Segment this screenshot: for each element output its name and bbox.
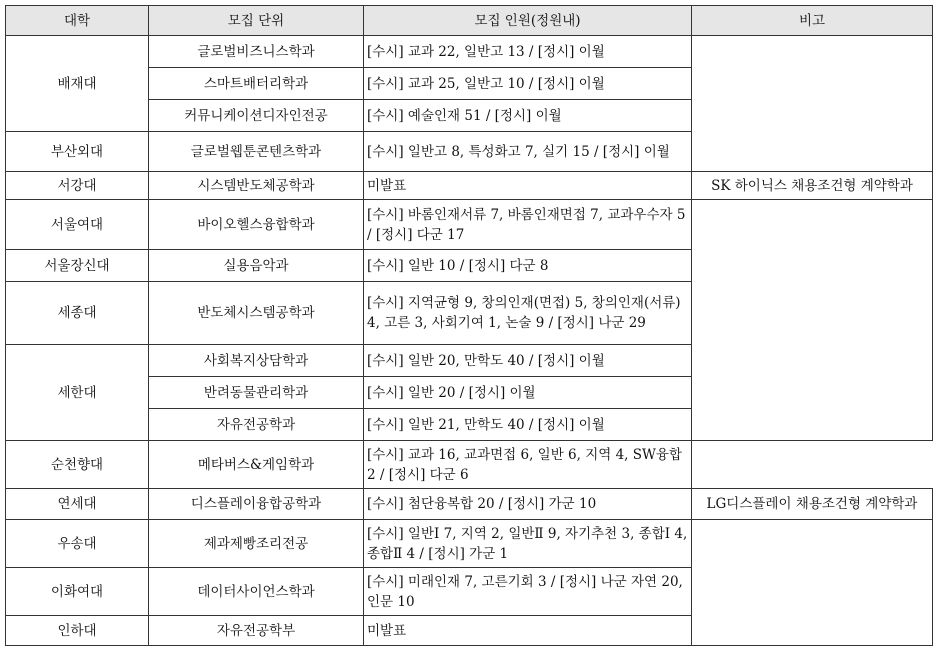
department-cell: 반려동물관리학과 xyxy=(149,377,364,409)
department-cell: 자유전공학과 xyxy=(149,409,364,441)
note-cell: LG디스플레이 채용조건형 계약학과 xyxy=(692,489,933,520)
table-row xyxy=(6,172,933,200)
department-cell: 실용음악과 xyxy=(149,250,364,282)
quota-cell: [수시] 바롬인재서류 7, 바롬인재면접 7, 교과우수자 5 / [정시] 다군 17 xyxy=(364,200,692,250)
quota-cell: [수시] 일반 20 / [정시] 이월 xyxy=(364,377,692,409)
university-cell: 배재대 xyxy=(6,36,149,132)
university-cell: 서강대 xyxy=(6,172,149,200)
university-cell: 서울여대 xyxy=(6,200,149,250)
department-cell: 자유전공학부 xyxy=(149,616,364,646)
university-cell: 세종대 xyxy=(6,282,149,345)
quota-cell: [수시] 첨단융복합 20 / [정시] 가군 10 xyxy=(364,489,692,520)
university-cell: 우송대 xyxy=(6,520,149,568)
header-row xyxy=(6,6,933,36)
department-cell: 반도체시스템공학과 xyxy=(149,282,364,345)
department-cell: 시스템반도체공학과 xyxy=(149,172,364,200)
table-row xyxy=(6,489,933,520)
note-cell: SK 하이닉스 채용조건형 계약학과 xyxy=(692,172,933,200)
department-cell: 사회복지상담학과 xyxy=(149,345,364,377)
table-row xyxy=(6,520,933,568)
department-cell: 데이터사이언스학과 xyxy=(149,568,364,616)
quota-cell: [수시] 일반고 8, 특성화고 7, 실기 15 / [정시] 이월 xyxy=(364,132,692,172)
table-row xyxy=(6,200,933,250)
university-cell: 인하대 xyxy=(6,616,149,646)
department-cell: 바이오헬스융합학과 xyxy=(149,200,364,250)
header-university: 대학 xyxy=(6,6,149,36)
note-cell xyxy=(692,200,933,441)
quota-cell: 미발표 xyxy=(364,616,692,646)
quota-cell: [수시] 교과 25, 일반고 10 / [정시] 이월 xyxy=(364,68,692,100)
note-cell xyxy=(692,520,933,646)
department-cell: 디스플레이융합공학과 xyxy=(149,489,364,520)
quota-cell: [수시] 일반 10 / [정시] 다군 8 xyxy=(364,250,692,282)
quota-cell: [수시] 교과 16, 교과면접 6, 일반 6, 지역 4, SW융합 2 / [정시] 다군 6 xyxy=(364,441,692,489)
department-cell: 제과제빵조리전공 xyxy=(149,520,364,568)
university-cell: 세한대 xyxy=(6,345,149,441)
table-row xyxy=(6,441,933,489)
quota-cell: [수시] 일반 21, 만학도 40 / [정시] 이월 xyxy=(364,409,692,441)
university-cell: 연세대 xyxy=(6,489,149,520)
university-cell: 서울장신대 xyxy=(6,250,149,282)
department-cell: 메타버스&게임학과 xyxy=(149,441,364,489)
admissions-table-container xyxy=(5,5,932,646)
university-cell: 부산외대 xyxy=(6,132,149,172)
admissions-table xyxy=(5,5,933,646)
quota-cell: [수시] 지역균형 9, 창의인재(면접) 5, 창의인재(서류) 4, 고른 3, 사회기여 1, 논술 9 / [정시] 나군 29 xyxy=(364,282,692,345)
header-department: 모집 단위 xyxy=(149,6,364,36)
department-cell: 글로벌비즈니스학과 xyxy=(149,36,364,68)
table-row xyxy=(6,36,933,68)
university-cell: 순천향대 xyxy=(6,441,149,489)
header-note: 비고 xyxy=(692,6,933,36)
quota-cell: 미발표 xyxy=(364,172,692,200)
note-cell xyxy=(692,36,933,172)
quota-cell: [수시] 일반 20, 만학도 40 / [정시] 이월 xyxy=(364,345,692,377)
university-cell: 이화여대 xyxy=(6,568,149,616)
department-cell: 커뮤니케이션디자인전공 xyxy=(149,100,364,132)
header-quota: 모집 인원(정원내) xyxy=(364,6,692,36)
quota-cell: [수시] 미래인재 7, 고른기회 3 / [정시] 나군 자연 20, 인문 10 xyxy=(364,568,692,616)
department-cell: 글로벌웹툰콘텐츠학과 xyxy=(149,132,364,172)
quota-cell: [수시] 예술인재 51 / [정시] 이월 xyxy=(364,100,692,132)
quota-cell: [수시] 일반Ⅰ 7, 지역 2, 일반Ⅱ 9, 자기추천 3, 종합Ⅰ 4, 종합Ⅱ 4 / [정시] 가군 1 xyxy=(364,520,692,568)
department-cell: 스마트배터리학과 xyxy=(149,68,364,100)
quota-cell: [수시] 교과 22, 일반고 13 / [정시] 이월 xyxy=(364,36,692,68)
